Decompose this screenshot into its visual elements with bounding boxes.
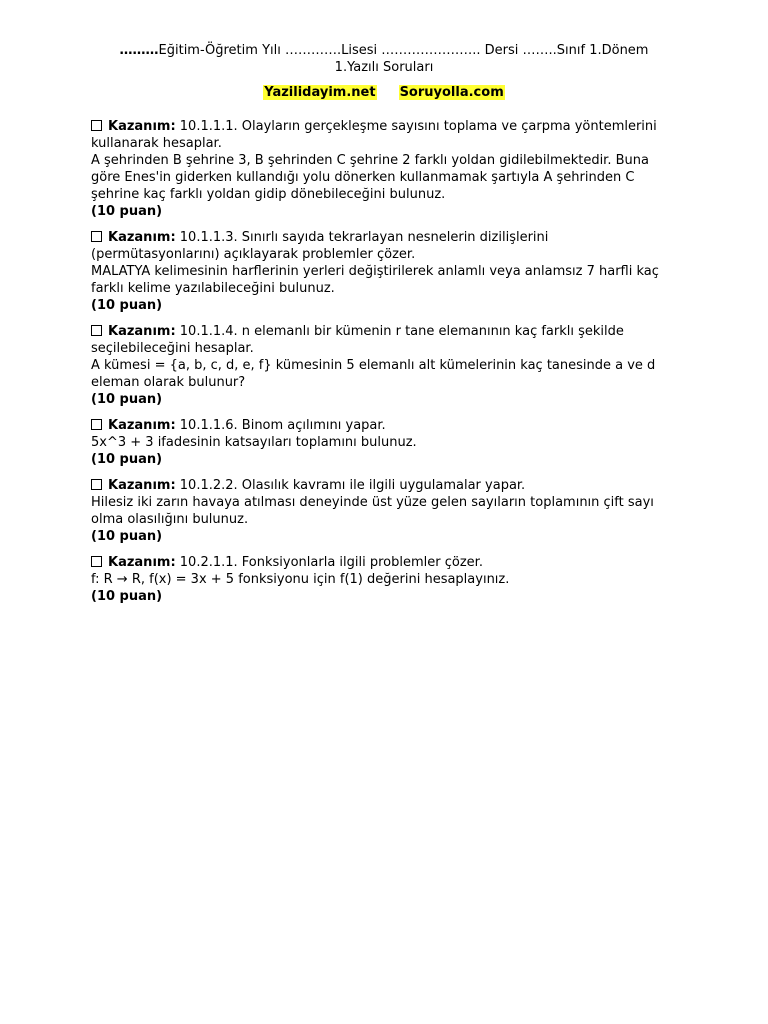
question-text: 5x^3 + 3 ifadesinin katsayıları toplamını bulunuz. [91,435,417,450]
question-item [91,229,677,314]
header-title: Eğitim-Öğretim Yılı ………….Lisesi ………………….. Dersi ……..Sınıf 1.Dönem [158,43,649,58]
question-points: (10 puan) [91,589,163,604]
question-item [91,417,677,468]
objective-text: 10.1.1.1. Olayların gerçekleşme sayısını toplama ve çarpma yöntemlerini kullanarak hesaplar. [91,119,657,151]
question-item [91,477,677,545]
question-text: MALATYA kelimesinin harflerinin yerleri değiştirilerek anlamlı veya anlamsız 7 harfli kaç farklı kelime yazılabileceğini bulunuz. [91,264,659,296]
question-text: A şehrinden B şehrine 3, B şehrinden C şehrine 2 farklı yoldan gidilebilmektedir. Buna göre Enes'in giderken kullandığı yolu dönerken kullanmamak şartıyla A şehrinden C şehrine kaç farklı yoldan gidip dönebileceğini bulunuz. [91,153,649,202]
objective-label: Kazanım: [108,418,176,433]
question-item [91,118,677,220]
square-bullet-icon [91,479,102,490]
exam-header [91,42,677,76]
question-points: (10 puan) [91,452,163,467]
question-item [91,323,677,408]
question-points: (10 puan) [91,392,163,407]
header-dots: ……… [119,43,159,58]
question-list [91,118,677,605]
objective-text: 10.1.1.3. Sınırlı sayıda tekrarlayan nesnelerin dizilişlerini (permütasyonlarını) açıklayarak problemler çözer. [91,230,549,262]
objective-label: Kazanım: [108,230,176,245]
site-link-yazilidayim[interactable]: Yazilidayim.net [264,85,376,100]
objective-label: Kazanım: [108,555,176,570]
square-bullet-icon [91,419,102,430]
objective-text: 10.2.1.1. Fonksiyonlarla ilgili problemler çözer. [175,555,483,570]
header-line-1 [91,42,677,59]
question-points: (10 puan) [91,529,163,544]
objective-text: 10.1.1.4. n elemanlı bir kümenin r tane elemanının kaç farklı şekilde seçilebileceğini hesaplar. [91,324,624,356]
header-line-2: 1.Yazılı Soruları [334,60,434,75]
objective-label: Kazanım: [108,324,176,339]
square-bullet-icon [91,231,102,242]
objective-text: 10.1.1.6. Binom açılımını yapar. [175,418,386,433]
question-text: A kümesi = {a, b, c, d, e, f} kümesinin 5 elemanlı alt kümelerinin kaç tanesinde a ve d eleman olarak bulunur? [91,358,656,390]
question-points: (10 puan) [91,298,163,313]
square-bullet-icon [91,120,102,131]
square-bullet-icon [91,556,102,567]
question-text: Hilesiz iki zarın havaya atılması deneyinde üst yüze gelen sayıların toplamının çift sayı olma olasılığını bulunuz. [91,495,654,527]
objective-label: Kazanım: [108,478,176,493]
exam-page [91,42,677,614]
objective-text: 10.1.2.2. Olasılık kavramı ile ilgili uygulamalar yapar. [175,478,526,493]
site-links [91,84,677,101]
site-link-soruyolla[interactable]: Soruyolla.com [399,85,504,100]
objective-label: Kazanım: [108,119,176,134]
question-text: f: R → R, f(x) = 3x + 5 fonksiyonu için f(1) değerini hesaplayınız. [91,572,510,587]
question-item [91,554,677,605]
square-bullet-icon [91,325,102,336]
question-points: (10 puan) [91,204,163,219]
